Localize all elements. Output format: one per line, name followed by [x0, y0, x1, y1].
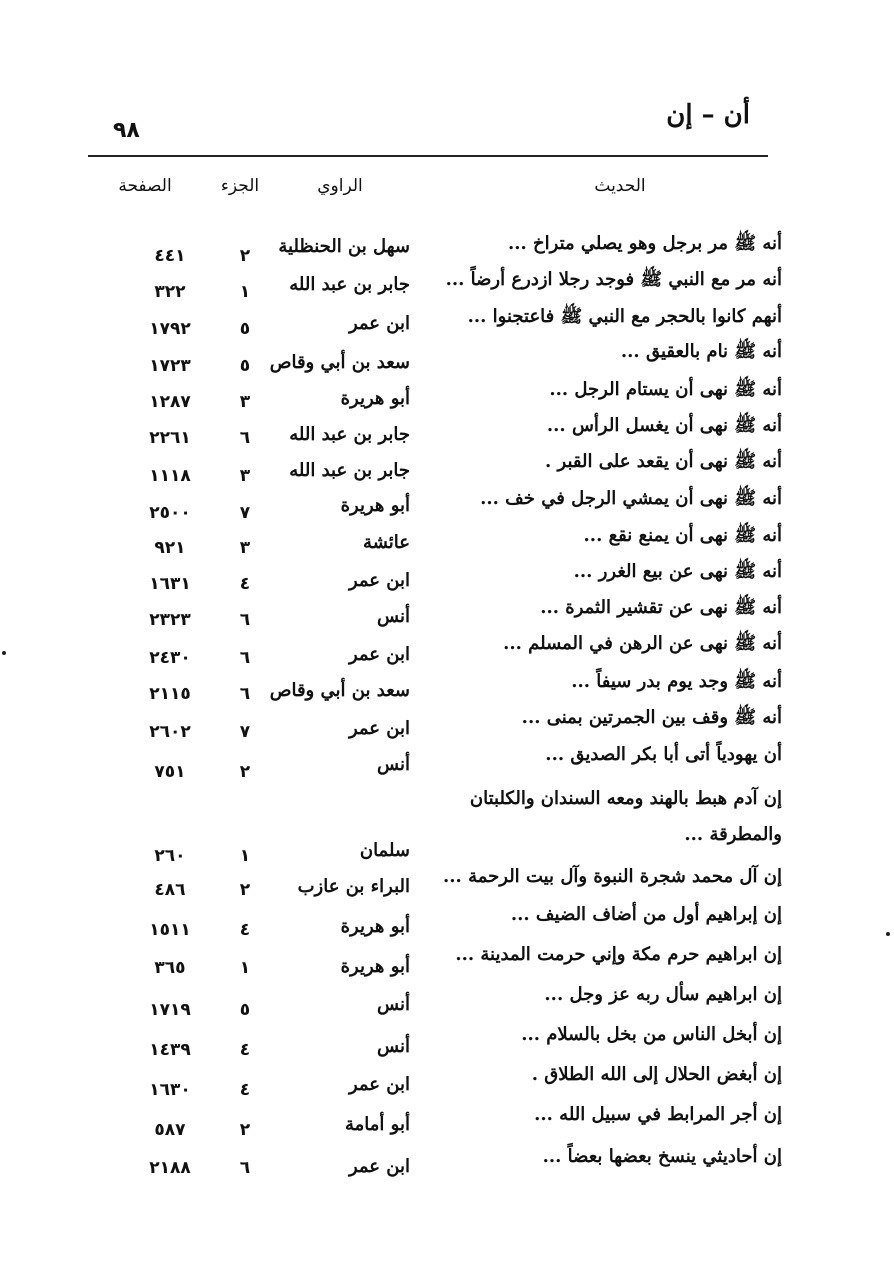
- table-row: [0, 596, 894, 630]
- table-row: [0, 268, 894, 302]
- table-row: [0, 866, 894, 900]
- page-ref: ٢٦٠٢: [149, 722, 191, 742]
- page-ref: ٤٨٦: [154, 880, 186, 900]
- narrator: ابن عمر: [348, 644, 410, 665]
- hadith-text: إن ابراهيم حرم مكة وإني حرمت المدينة ...: [455, 944, 782, 965]
- column-header-narrator: الراوي: [317, 176, 363, 196]
- table-row: [0, 524, 894, 558]
- narrator: جابر بن عبد الله: [289, 274, 410, 295]
- volume: ٦: [239, 648, 251, 668]
- narrator: أبو هريرة: [340, 495, 410, 516]
- page-ref: ١٦٣١: [149, 574, 191, 594]
- volume: ٢: [239, 1120, 251, 1140]
- hadith-text: إن أحاديثي ينسخ بعضها بعضاً ...: [542, 1146, 782, 1167]
- narrator: أنس: [377, 606, 410, 627]
- volume: ٣: [239, 466, 251, 486]
- page-ref: ٢٢٦١: [149, 428, 191, 448]
- volume: ٢: [239, 880, 251, 900]
- page-number: ٩٨: [113, 118, 140, 143]
- hadith-text: إن آدم هبط بالهند ومعه السندان والكلبتان: [469, 788, 782, 809]
- table-row: [0, 450, 894, 486]
- narrator: ابن عمر: [348, 718, 410, 739]
- page-ref: ١٤٣٩: [149, 1040, 191, 1060]
- volume: ٤: [239, 1040, 251, 1060]
- narrator: جابر بن عبد الله: [289, 460, 410, 481]
- hadith-text: أنه ﷺ نهى أن يقعد على القبر .: [545, 451, 782, 472]
- page-ref: ٤٤١: [154, 246, 186, 266]
- hadith-text: أن يهودياً أتى أبا بكر الصديق ...: [545, 744, 782, 765]
- volume: ٥: [239, 1000, 251, 1020]
- table-row: [0, 706, 894, 742]
- narrator: ابن عمر: [348, 313, 410, 334]
- hadith-text: أنه ﷺ وقف بين الجمرتين بمنى ...: [521, 707, 782, 728]
- volume: ٢: [239, 762, 251, 782]
- table-row: [0, 305, 894, 339]
- hadith-text: أنه ﷺ نهى عن تقشير الثمرة ...: [540, 597, 782, 618]
- volume: ٦: [239, 610, 251, 630]
- table-row: [0, 1104, 894, 1140]
- volume: ٧: [239, 722, 251, 742]
- column-header-hadith: الحديث: [594, 176, 646, 196]
- table-row: [0, 984, 894, 1020]
- volume: ٦: [239, 428, 251, 448]
- page-ref: ٢٤٣٠: [149, 648, 191, 668]
- volume: ١: [239, 958, 251, 978]
- page-ref: ٢١٨٨: [149, 1158, 191, 1178]
- table-row: [0, 340, 894, 376]
- table-row: [0, 487, 894, 523]
- narrator: جابر بن عبد الله: [289, 424, 410, 445]
- column-header-page: الصفحة: [118, 176, 172, 196]
- page-ref: ١٥١١: [149, 920, 191, 940]
- table-row: [0, 904, 894, 940]
- page-ref: ٧٥١: [154, 762, 186, 782]
- page-ref: ٩٢١: [154, 538, 186, 558]
- table-row: [0, 670, 894, 704]
- hadith-text: أنه مر مع النبي ﷺ فوجد رجلا ازدرع أرضاً ...: [445, 269, 782, 290]
- hadith-text: أنه ﷺ وجد يوم بدر سيفاً ...: [571, 671, 782, 692]
- page-ref: ٢٦٠: [154, 846, 186, 866]
- table-row: [0, 824, 894, 866]
- page-ref: ٢١١٥: [149, 684, 191, 704]
- hadith-text: إن إبراهيم أول من أضاف الضيف ...: [510, 904, 782, 925]
- hadith-text: إن ابراهيم سأل ربه عز وجل ...: [544, 984, 782, 1005]
- hadith-text: أنه ﷺ نهى أن يمنع نقع ...: [583, 525, 782, 546]
- volume: ٣: [239, 538, 251, 558]
- page-ref: ١٧٩٢: [149, 319, 191, 339]
- hadith-text: أنهم كانوا بالحجر مع النبي ﷺ فاعتجنوا ...: [467, 306, 782, 327]
- hadith-text: أنه ﷺ نهى أن يغسل الرأس ...: [546, 415, 782, 436]
- running-title: أن – إن: [666, 100, 750, 130]
- hadith-text: إن آل محمد شجرة النبوة وآل بيت الرحمة ...: [443, 866, 782, 887]
- page-ref: ٢٣٢٣: [149, 610, 191, 630]
- hadith-text: أنه ﷺ نهى أن يمشي الرجل في خف ...: [480, 488, 782, 509]
- page-ref: ٣٦٥: [154, 958, 186, 978]
- narrator: ابن عمر: [348, 1074, 410, 1095]
- hadith-text: إن أجر المرابط في سبيل الله ...: [534, 1104, 782, 1125]
- narrator: سعد بن أبي وقاص: [269, 680, 410, 701]
- hadith-text: أنه ﷺ مر برجل وهو يصلي متراخ ...: [507, 233, 782, 254]
- hadith-text: أنه ﷺ نهى أن يستام الرجل ...: [549, 379, 782, 400]
- table-row: [0, 744, 894, 782]
- table-row: [0, 1024, 894, 1060]
- narrator: ابن عمر: [348, 570, 410, 591]
- table-row: [0, 788, 894, 818]
- volume: ١: [239, 846, 251, 866]
- narrator: سلمان: [359, 840, 410, 861]
- table-row: [0, 560, 894, 594]
- table-row: [0, 944, 894, 978]
- hadith-text: أنه ﷺ نام بالعقيق ...: [620, 341, 782, 362]
- page-ref: ١٢٨٧: [149, 392, 191, 412]
- volume: ٢: [239, 246, 251, 266]
- volume: ٣: [239, 392, 251, 412]
- volume: ٤: [239, 920, 251, 940]
- header-rule: [88, 155, 768, 157]
- narrator: ابن عمر: [348, 1156, 410, 1177]
- narrator: أبو هريرة: [340, 388, 410, 409]
- narrator: سهل بن الحنظلية: [278, 236, 410, 257]
- hadith-text: أنه ﷺ نهى عن بيع الغرر ...: [573, 561, 782, 582]
- table-row: [0, 632, 894, 668]
- volume: ٥: [239, 356, 251, 376]
- hadith-text: إن أبخل الناس من بخل بالسلام ...: [521, 1024, 782, 1045]
- narrator: أبو هريرة: [340, 956, 410, 977]
- column-header-volume: الجزء: [220, 176, 260, 196]
- table-row: [0, 378, 894, 412]
- page-ref: ١٦٣٠: [149, 1080, 191, 1100]
- narrator: أبو أمامة: [345, 1114, 410, 1135]
- table-row: [0, 1064, 894, 1100]
- volume: ٦: [239, 1158, 251, 1178]
- volume: ٦: [239, 684, 251, 704]
- scan-speck: [2, 651, 6, 655]
- volume: ٤: [239, 574, 251, 594]
- page-ref: ٢٥٠٠: [149, 503, 191, 523]
- table-row: [0, 232, 894, 266]
- page-ref: ١٧٢٣: [149, 356, 191, 376]
- hadith-text: أنه ﷺ نهى عن الرهن في المسلم ...: [503, 633, 782, 654]
- narrator: عائشة: [363, 532, 410, 553]
- table-row: [0, 414, 894, 448]
- table-row: [0, 1146, 894, 1176]
- page-ref: ١١١٨: [149, 466, 191, 486]
- hadith-text: إن أبغض الحلال إلى الله الطلاق .: [531, 1064, 782, 1085]
- volume: ٤: [239, 1080, 251, 1100]
- scan-speck: [886, 932, 890, 936]
- narrator: أنس: [377, 994, 410, 1015]
- page-ref: ١٧١٩: [149, 1000, 191, 1020]
- page-ref: ٣٢٢: [154, 282, 186, 302]
- narrator: أنس: [377, 754, 410, 775]
- narrator: البراء بن عازب: [297, 876, 410, 897]
- volume: ١: [239, 282, 251, 302]
- narrator: سعد بن أبي وقاص: [269, 352, 410, 373]
- page-ref: ٥٨٧: [154, 1120, 186, 1140]
- hadith-text: والمطرقة ...: [684, 824, 782, 845]
- volume: ٥: [239, 319, 251, 339]
- narrator: أبو هريرة: [340, 916, 410, 937]
- volume: ٧: [239, 503, 251, 523]
- narrator: أنس: [377, 1036, 410, 1057]
